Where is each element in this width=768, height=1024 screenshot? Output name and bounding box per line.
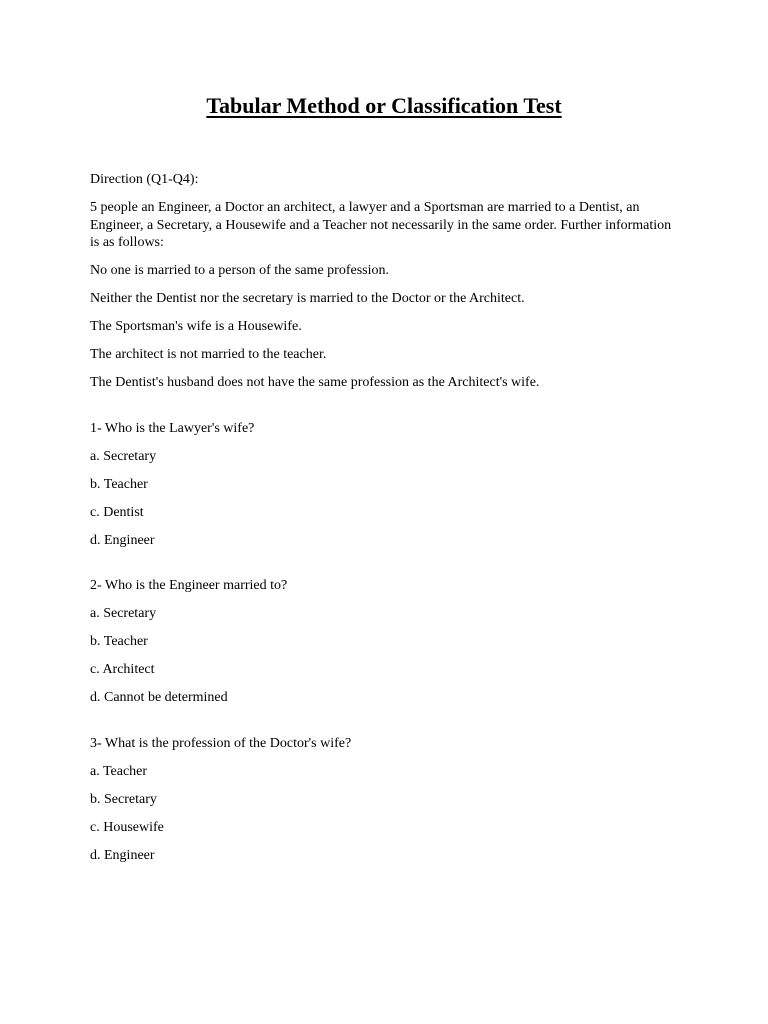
option-a: a. Secretary (90, 448, 157, 464)
intro-paragraph: 5 people an Engineer, a Doctor an architect, a lawyer and a Sportsman are married to a Dentist, an Engineer, a Secretary, a Housewife and a Teacher not necessarily in the same order. Further information is as follows: (90, 200, 672, 250)
question-text: 2- Who is the Engineer married to? (90, 578, 288, 593)
option-a: a. Secretary (90, 606, 157, 621)
option-c: c. Housewife (90, 819, 164, 835)
option-c: c. Architect (90, 662, 155, 677)
option-c: c. Dentist (90, 504, 144, 520)
question-text: 1- Who is the Lawyer's wife? (90, 420, 255, 436)
option-b: b. Teacher (90, 634, 148, 649)
option-b: b. Secretary (90, 791, 157, 807)
clue-3: The Sportsman's wife is a Housewife. (90, 319, 302, 334)
option-d: d. Cannot be determined (90, 690, 228, 705)
option-a: a. Teacher (90, 763, 148, 779)
clue-2: Neither the Dentist nor the secretary is married to the Doctor or the Architect. (90, 291, 525, 306)
clue-4: The architect is not married to the teacher. (90, 347, 327, 362)
option-d: d. Engineer (90, 532, 155, 548)
question-text: 3- What is the profession of the Doctor's wife? (90, 735, 352, 751)
page-title: Tabular Method or Classification Test (206, 93, 562, 118)
question-1 (90, 420, 680, 550)
clue-1: No one is married to a person of the same profession. (90, 263, 389, 278)
document-body (90, 171, 680, 875)
clue-5: The Dentist's husband does not have the same profession as the Architect's wife. (90, 375, 540, 390)
option-d: d. Engineer (90, 847, 155, 863)
question-2 (90, 577, 680, 707)
direction-label: Direction (Q1-Q4): (90, 172, 199, 187)
option-b: b. Teacher (90, 476, 148, 492)
question-3 (90, 735, 680, 865)
